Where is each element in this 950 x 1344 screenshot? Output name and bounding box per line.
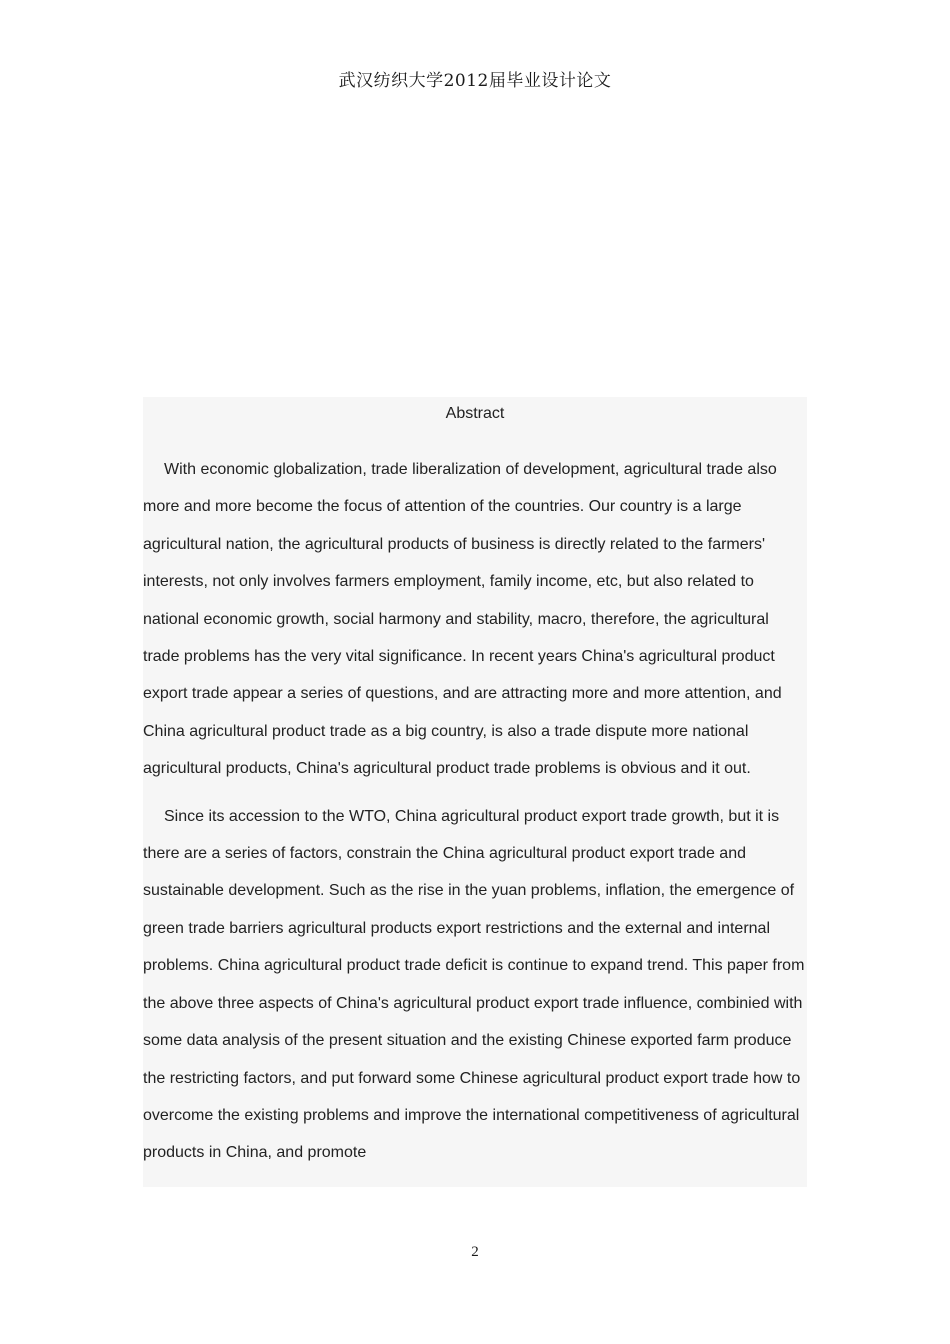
abstract-paragraph-2: Since its accession to the WTO, China agricultural product export trade growth, but it is there are a series of factors, constrain the China agricultural product export trade and sustainable development. Such as the rise in the yuan problems, inflation, the emergence of green trade barriers agricultural products export restrictions and the external and internal problems. China agricultural product trade deficit is continue to expand trend. This paper from the above three aspects of China's agricultural product export trade influence, combinied with some data analysis of the present situation and the existing Chinese exported farm produce the restricting factors, and put forward some Chinese agricultural product export trade how to overcome the existing problems and improve the international competitiveness of agricultural products in China, and promote xyxy=(143,807,805,1162)
abstract-title: Abstract xyxy=(445,405,505,422)
abstract-section xyxy=(143,397,807,1187)
abstract-paragraph-1: With economic globalization, trade liberalization of development, agricultural trade also more and more become the focus of attention of the countries. Our country is a large agricultural nation, the agricultural products of business is directly related to the farmers' interests, not only involves farmers employment, family income, etc, but also related to national economic growth, social harmony and stability, macro, therefore, the agricultural trade problems has the very vital significance. In recent years China's agricultural product export trade appear a series of questions, and are attracting more and more attention, and China agricultural product trade as a big country, is also a trade dispute more national agricultural products, China's agricultural product trade problems is obvious and it out. xyxy=(143,461,782,778)
page-number: 2 xyxy=(471,1244,479,1260)
page-header: 武汉纺织大学2012届毕业设计论文 xyxy=(338,71,612,91)
